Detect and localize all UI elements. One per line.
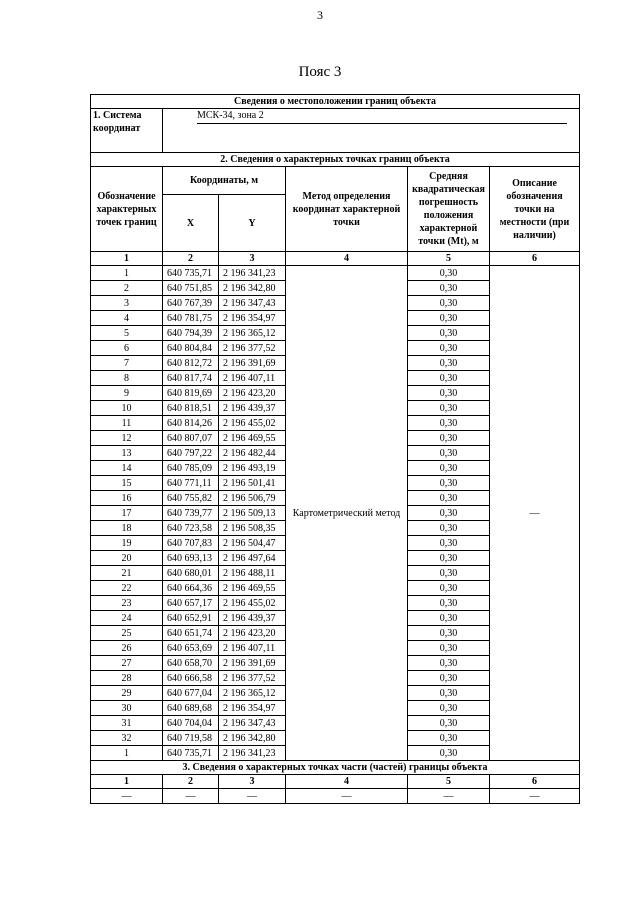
point-number: 24	[91, 611, 163, 626]
col-number: 6	[490, 775, 580, 789]
coord-x: 640 664,36	[163, 581, 219, 596]
point-number: 22	[91, 581, 163, 596]
point-number: 23	[91, 596, 163, 611]
coord-y: 2 196 509,13	[219, 506, 286, 521]
accuracy-value: 0,30	[408, 641, 490, 656]
accuracy-value: 0,30	[408, 356, 490, 371]
coord-y: 2 196 407,11	[219, 371, 286, 386]
col-number: 5	[408, 775, 490, 789]
coord-y: 2 196 354,97	[219, 311, 286, 326]
point-number: 25	[91, 626, 163, 641]
accuracy-value: 0,30	[408, 446, 490, 461]
coord-y: 2 196 407,11	[219, 641, 286, 656]
coord-system-label: 1. Система координат	[91, 109, 163, 153]
coord-y: 2 196 365,12	[219, 326, 286, 341]
col-number: 6	[490, 252, 580, 266]
col-number: 5	[408, 252, 490, 266]
point-number: 17	[91, 506, 163, 521]
header-coordinates: Координаты, м	[163, 167, 286, 195]
point-number: 6	[91, 341, 163, 356]
coord-y: 2 196 493,19	[219, 461, 286, 476]
point-number: 1	[91, 266, 163, 281]
header-accuracy: Средняя квадратическая погрешность положения характерной точки (Mt), м	[408, 167, 490, 252]
coord-y: 2 196 497,64	[219, 551, 286, 566]
coord-x: 640 704,04	[163, 716, 219, 731]
coord-x: 640 771,11	[163, 476, 219, 491]
point-number: 30	[91, 701, 163, 716]
coord-x: 640 767,39	[163, 296, 219, 311]
section3-cell: —	[91, 789, 163, 804]
header-y: Y	[219, 195, 286, 252]
col-number: 2	[163, 252, 219, 266]
point-number: 27	[91, 656, 163, 671]
coord-y: 2 196 508,35	[219, 521, 286, 536]
coord-x: 640 781,75	[163, 311, 219, 326]
accuracy-value: 0,30	[408, 701, 490, 716]
coord-y: 2 196 488,11	[219, 566, 286, 581]
header-x: X	[163, 195, 219, 252]
zone-title: Пояс 3	[298, 64, 342, 80]
point-number: 29	[91, 686, 163, 701]
coord-x: 640 680,01	[163, 566, 219, 581]
col-number: 1	[91, 252, 163, 266]
section3-cell: —	[219, 789, 286, 804]
coord-x: 640 653,69	[163, 641, 219, 656]
coord-y: 2 196 391,69	[219, 356, 286, 371]
coord-y: 2 196 506,79	[219, 491, 286, 506]
coord-x: 640 719,58	[163, 731, 219, 746]
coord-y: 2 196 347,43	[219, 296, 286, 311]
coord-x: 640 819,69	[163, 386, 219, 401]
table-row	[91, 266, 580, 281]
accuracy-value: 0,30	[408, 656, 490, 671]
coord-y: 2 196 439,37	[219, 611, 286, 626]
coord-x: 640 739,77	[163, 506, 219, 521]
point-number: 19	[91, 536, 163, 551]
col-number: 4	[286, 775, 408, 789]
accuracy-value: 0,30	[408, 611, 490, 626]
coord-y: 2 196 341,23	[219, 266, 286, 281]
point-number: 10	[91, 401, 163, 416]
coord-x: 640 797,22	[163, 446, 219, 461]
coord-y: 2 196 377,52	[219, 671, 286, 686]
point-number: 18	[91, 521, 163, 536]
section3-row	[91, 789, 580, 804]
section2-title: 2. Сведения о характерных точках границ объекта	[91, 153, 580, 167]
coord-y: 2 196 354,97	[219, 701, 286, 716]
coord-x: 640 651,74	[163, 626, 219, 641]
header-designation: Обозначение характерных точек границ	[91, 167, 163, 252]
coord-x: 640 807,07	[163, 431, 219, 446]
section3-title: 3. Сведения о характерных точках части (частей) границы объекта	[91, 761, 580, 775]
accuracy-value: 0,30	[408, 596, 490, 611]
point-number: 2	[91, 281, 163, 296]
coord-system-cell	[163, 109, 580, 153]
coord-system-underline	[197, 122, 567, 124]
coord-x: 640 689,68	[163, 701, 219, 716]
point-number: 5	[91, 326, 163, 341]
accuracy-value: 0,30	[408, 506, 490, 521]
coord-y: 2 196 377,52	[219, 341, 286, 356]
coord-x: 640 735,71	[163, 746, 219, 761]
point-number: 13	[91, 446, 163, 461]
point-number: 7	[91, 356, 163, 371]
section3-cell: —	[490, 789, 580, 804]
accuracy-value: 0,30	[408, 281, 490, 296]
accuracy-value: 0,30	[408, 731, 490, 746]
accuracy-value: 0,30	[408, 671, 490, 686]
section3-column-numbers-row	[91, 775, 580, 789]
accuracy-value: 0,30	[408, 371, 490, 386]
coord-y: 2 196 423,20	[219, 386, 286, 401]
point-number: 21	[91, 566, 163, 581]
page-number: 3	[317, 8, 323, 22]
accuracy-value: 0,30	[408, 311, 490, 326]
section3-cell: —	[408, 789, 490, 804]
accuracy-value: 0,30	[408, 746, 490, 761]
coord-y: 2 196 455,02	[219, 416, 286, 431]
coord-x: 640 818,51	[163, 401, 219, 416]
coord-x: 640 657,17	[163, 596, 219, 611]
coord-y: 2 196 501,41	[219, 476, 286, 491]
coord-x: 640 658,70	[163, 656, 219, 671]
coord-y: 2 196 455,02	[219, 596, 286, 611]
accuracy-value: 0,30	[408, 266, 490, 281]
point-number: 31	[91, 716, 163, 731]
coord-x: 640 707,83	[163, 536, 219, 551]
coord-x: 640 785,09	[163, 461, 219, 476]
accuracy-value: 0,30	[408, 581, 490, 596]
accuracy-value: 0,30	[408, 491, 490, 506]
coord-x: 640 693,13	[163, 551, 219, 566]
coord-x: 640 814,26	[163, 416, 219, 431]
point-number: 4	[91, 311, 163, 326]
coord-y: 2 196 423,20	[219, 626, 286, 641]
accuracy-value: 0,30	[408, 341, 490, 356]
header-description: Описание обозначения точки на местности (при наличии)	[490, 167, 580, 252]
point-number: 1	[91, 746, 163, 761]
accuracy-value: 0,30	[408, 386, 490, 401]
coord-y: 2 196 469,55	[219, 431, 286, 446]
col-number: 1	[91, 775, 163, 789]
accuracy-value: 0,30	[408, 416, 490, 431]
coord-y: 2 196 469,55	[219, 581, 286, 596]
accuracy-value: 0,30	[408, 296, 490, 311]
accuracy-value: 0,30	[408, 716, 490, 731]
accuracy-value: 0,30	[408, 521, 490, 536]
accuracy-value: 0,30	[408, 566, 490, 581]
point-number: 16	[91, 491, 163, 506]
coord-x: 640 677,04	[163, 686, 219, 701]
accuracy-value: 0,30	[408, 401, 490, 416]
col-number: 3	[219, 252, 286, 266]
section3-cell: —	[286, 789, 408, 804]
accuracy-value: 0,30	[408, 551, 490, 566]
accuracy-value: 0,30	[408, 461, 490, 476]
description-cell: —	[490, 266, 580, 761]
section3-cell: —	[163, 789, 219, 804]
point-number: 9	[91, 386, 163, 401]
point-number: 32	[91, 731, 163, 746]
col-number: 3	[219, 775, 286, 789]
coord-x: 640 817,74	[163, 371, 219, 386]
point-number: 26	[91, 641, 163, 656]
point-number: 14	[91, 461, 163, 476]
coord-x: 640 735,71	[163, 266, 219, 281]
col-number: 2	[163, 775, 219, 789]
point-number: 3	[91, 296, 163, 311]
coord-system-value: МСК-34, зона 2	[197, 110, 264, 121]
coord-x: 640 755,82	[163, 491, 219, 506]
point-number: 11	[91, 416, 163, 431]
accuracy-value: 0,30	[408, 626, 490, 641]
coord-x: 640 794,39	[163, 326, 219, 341]
method-cell: Картометрический метод	[286, 266, 408, 761]
accuracy-value: 0,30	[408, 431, 490, 446]
coord-y: 2 196 365,12	[219, 686, 286, 701]
section1-title: Сведения о местоположении границ объекта	[91, 95, 580, 109]
coord-x: 640 812,72	[163, 356, 219, 371]
point-number: 28	[91, 671, 163, 686]
coord-x: 640 666,58	[163, 671, 219, 686]
coord-y: 2 196 342,80	[219, 281, 286, 296]
point-number: 8	[91, 371, 163, 386]
coord-y: 2 196 342,80	[219, 731, 286, 746]
coord-y: 2 196 391,69	[219, 656, 286, 671]
accuracy-value: 0,30	[408, 536, 490, 551]
coord-x: 640 723,58	[163, 521, 219, 536]
col-number: 4	[286, 252, 408, 266]
accuracy-value: 0,30	[408, 476, 490, 491]
point-number: 15	[91, 476, 163, 491]
coord-y: 2 196 504,47	[219, 536, 286, 551]
boundary-table	[90, 94, 580, 804]
accuracy-value: 0,30	[408, 326, 490, 341]
coord-y: 2 196 347,43	[219, 716, 286, 731]
coord-y: 2 196 482,44	[219, 446, 286, 461]
coord-x: 640 652,91	[163, 611, 219, 626]
header-method: Метод определения координат характерной точки	[286, 167, 408, 252]
accuracy-value: 0,30	[408, 686, 490, 701]
column-numbers-row	[91, 252, 580, 266]
point-number: 12	[91, 431, 163, 446]
point-number: 20	[91, 551, 163, 566]
coord-x: 640 751,85	[163, 281, 219, 296]
coord-y: 2 196 439,37	[219, 401, 286, 416]
coord-x: 640 804,84	[163, 341, 219, 356]
coord-y: 2 196 341,23	[219, 746, 286, 761]
